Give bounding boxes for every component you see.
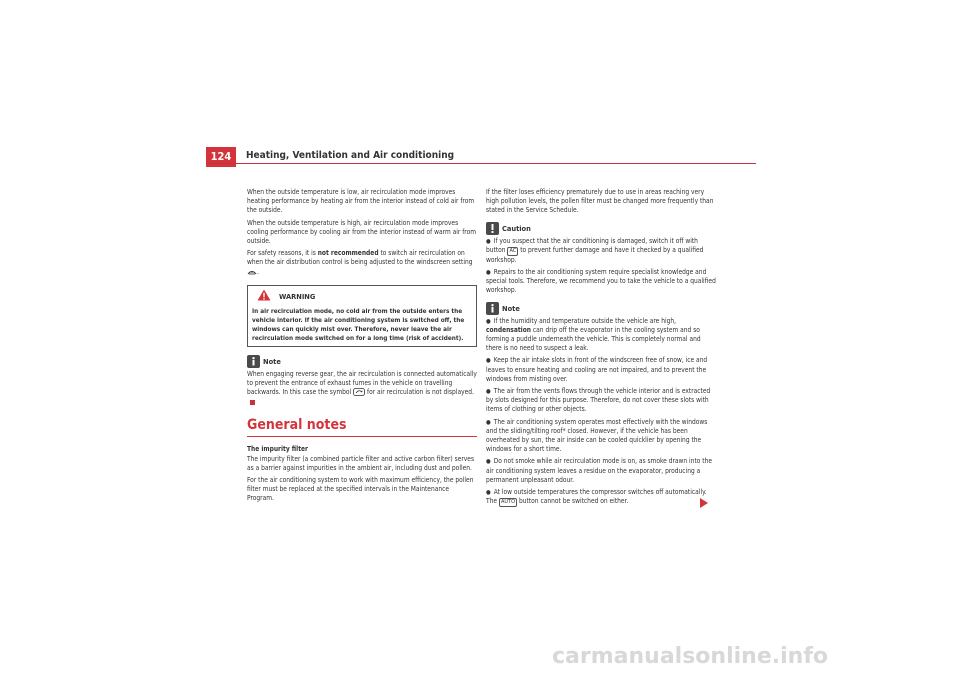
ac-button-key: AC [509,247,517,254]
note-text: When engaging reverse gear, the air recirculation is connected automatically to prevent the entrance of exhaust fumes in the vehicle on travelling backwards. In this case the symbol for air recirculation is not displayed. [247,370,477,409]
watermark: carmanualsonline.info [552,644,828,669]
paragraph: When the outside temperature is low, air recirculation mode improves heating performance by heating air from the interior instead of cold air from the outside. [247,188,475,215]
note-heading: Note [247,355,477,368]
header-divider [206,163,756,164]
caution-exclamation-icon [486,222,499,235]
caution-bullet: ● If you suspect that the air conditioning is damaged, switch it off with button AC to prevent further damage and have it checked by a qualified workshop. [486,236,704,264]
paragraph: The impurity filter (a combined particle filter and active carbon filter) serves as a barrier against impurities in the ambient air, including dust and pollen. [247,454,475,472]
note-bullet: ● At low outside temperatures the compressor switches off automatically. The AUTO button cannot be switched on either. [486,488,707,506]
note-bullet: ● Do not smoke while air recirculation mode is on, as smoke drawn into the air conditioning system leaves a residue on the evaporator, producing a permanent unpleasant odour. [486,457,713,484]
caution-bullet: ● Repairs to the air conditioning system require specialist knowledge and special tools. Therefore, we recommend you to take the vehicle to a qualified workshop. [486,268,716,295]
continue-arrow-icon [700,493,708,512]
note-info-icon [247,355,260,368]
left-column [247,188,477,507]
windscreen-defrost-icon [247,268,257,279]
paragraph: If the filter loses efficiency prematurely due to use in areas reaching very high pollution levels, the pollen filter must be changed more frequently than stated in the Service Schedule. [486,188,714,215]
page-number: 124 [206,147,236,167]
paragraph: For the air conditioning system to work with maximum efficiency, the pollen filter must be replaced at the specified intervals in the Maintenance Program. [247,476,474,503]
right-column [486,188,716,510]
warning-label: WARNING [279,291,316,301]
section-end-marker [250,400,255,405]
caution-heading: Caution [486,222,716,235]
air-recirculation-icon [353,388,365,399]
section-divider [247,436,477,437]
note-bullet: ● If the humidity and temperature outside the vehicle are high, condensation can drip off the evaporator in the cooling system and so forming a puddle underneath the vehicle. This is completely normal and there is no need to suspect a leak. [486,316,701,353]
auto-button-key: AUTO [500,499,516,506]
warning-triangle-icon [257,289,271,304]
paragraph: When the outside temperature is high, air recirculation mode improves cooling performance by cooling air from the interior instead of warm air from outside. [247,218,477,246]
page-header-title: Heating, Ventilation and Air conditioning [246,150,455,161]
section-title: General notes [247,417,347,434]
warning-text: In air recirculation mode, no cold air from the outside enters the vehicle interior. If the air conditioning system is switched off, the windows can quickly mist over. Therefore, never leave the air recirculation mode switched on for a long time (risk of accident). [252,307,465,342]
paragraph: For safety reasons, it is not recommended to switch air recirculation on when the air distribution control is being adjusted to the windscreen setting . [247,249,477,279]
note-bullet: ● The air from the vents flows through the vehicle interior and is extracted by slots designed for this purpose. Therefore, do not cover these slots with items of clothing or other objects. [486,387,711,414]
warning-box [247,285,477,347]
sub-heading: The impurity filter [247,445,308,454]
note-heading: Note [486,302,716,315]
note-bullet: ● The air conditioning system operates most effectively with the windows and the sliding/tilting roof* closed. However, if the vehicle has been overheated by sun, the air inside can be cooled quicklier by opening the windows for a short time. [486,417,708,454]
note-bullet: ● Keep the air intake slots in front of the windscreen free of snow, ice and leaves to ensure heating and cooling are not impaired, and to prevent the windows from misting over. [486,356,708,383]
note-info-icon [486,302,499,315]
